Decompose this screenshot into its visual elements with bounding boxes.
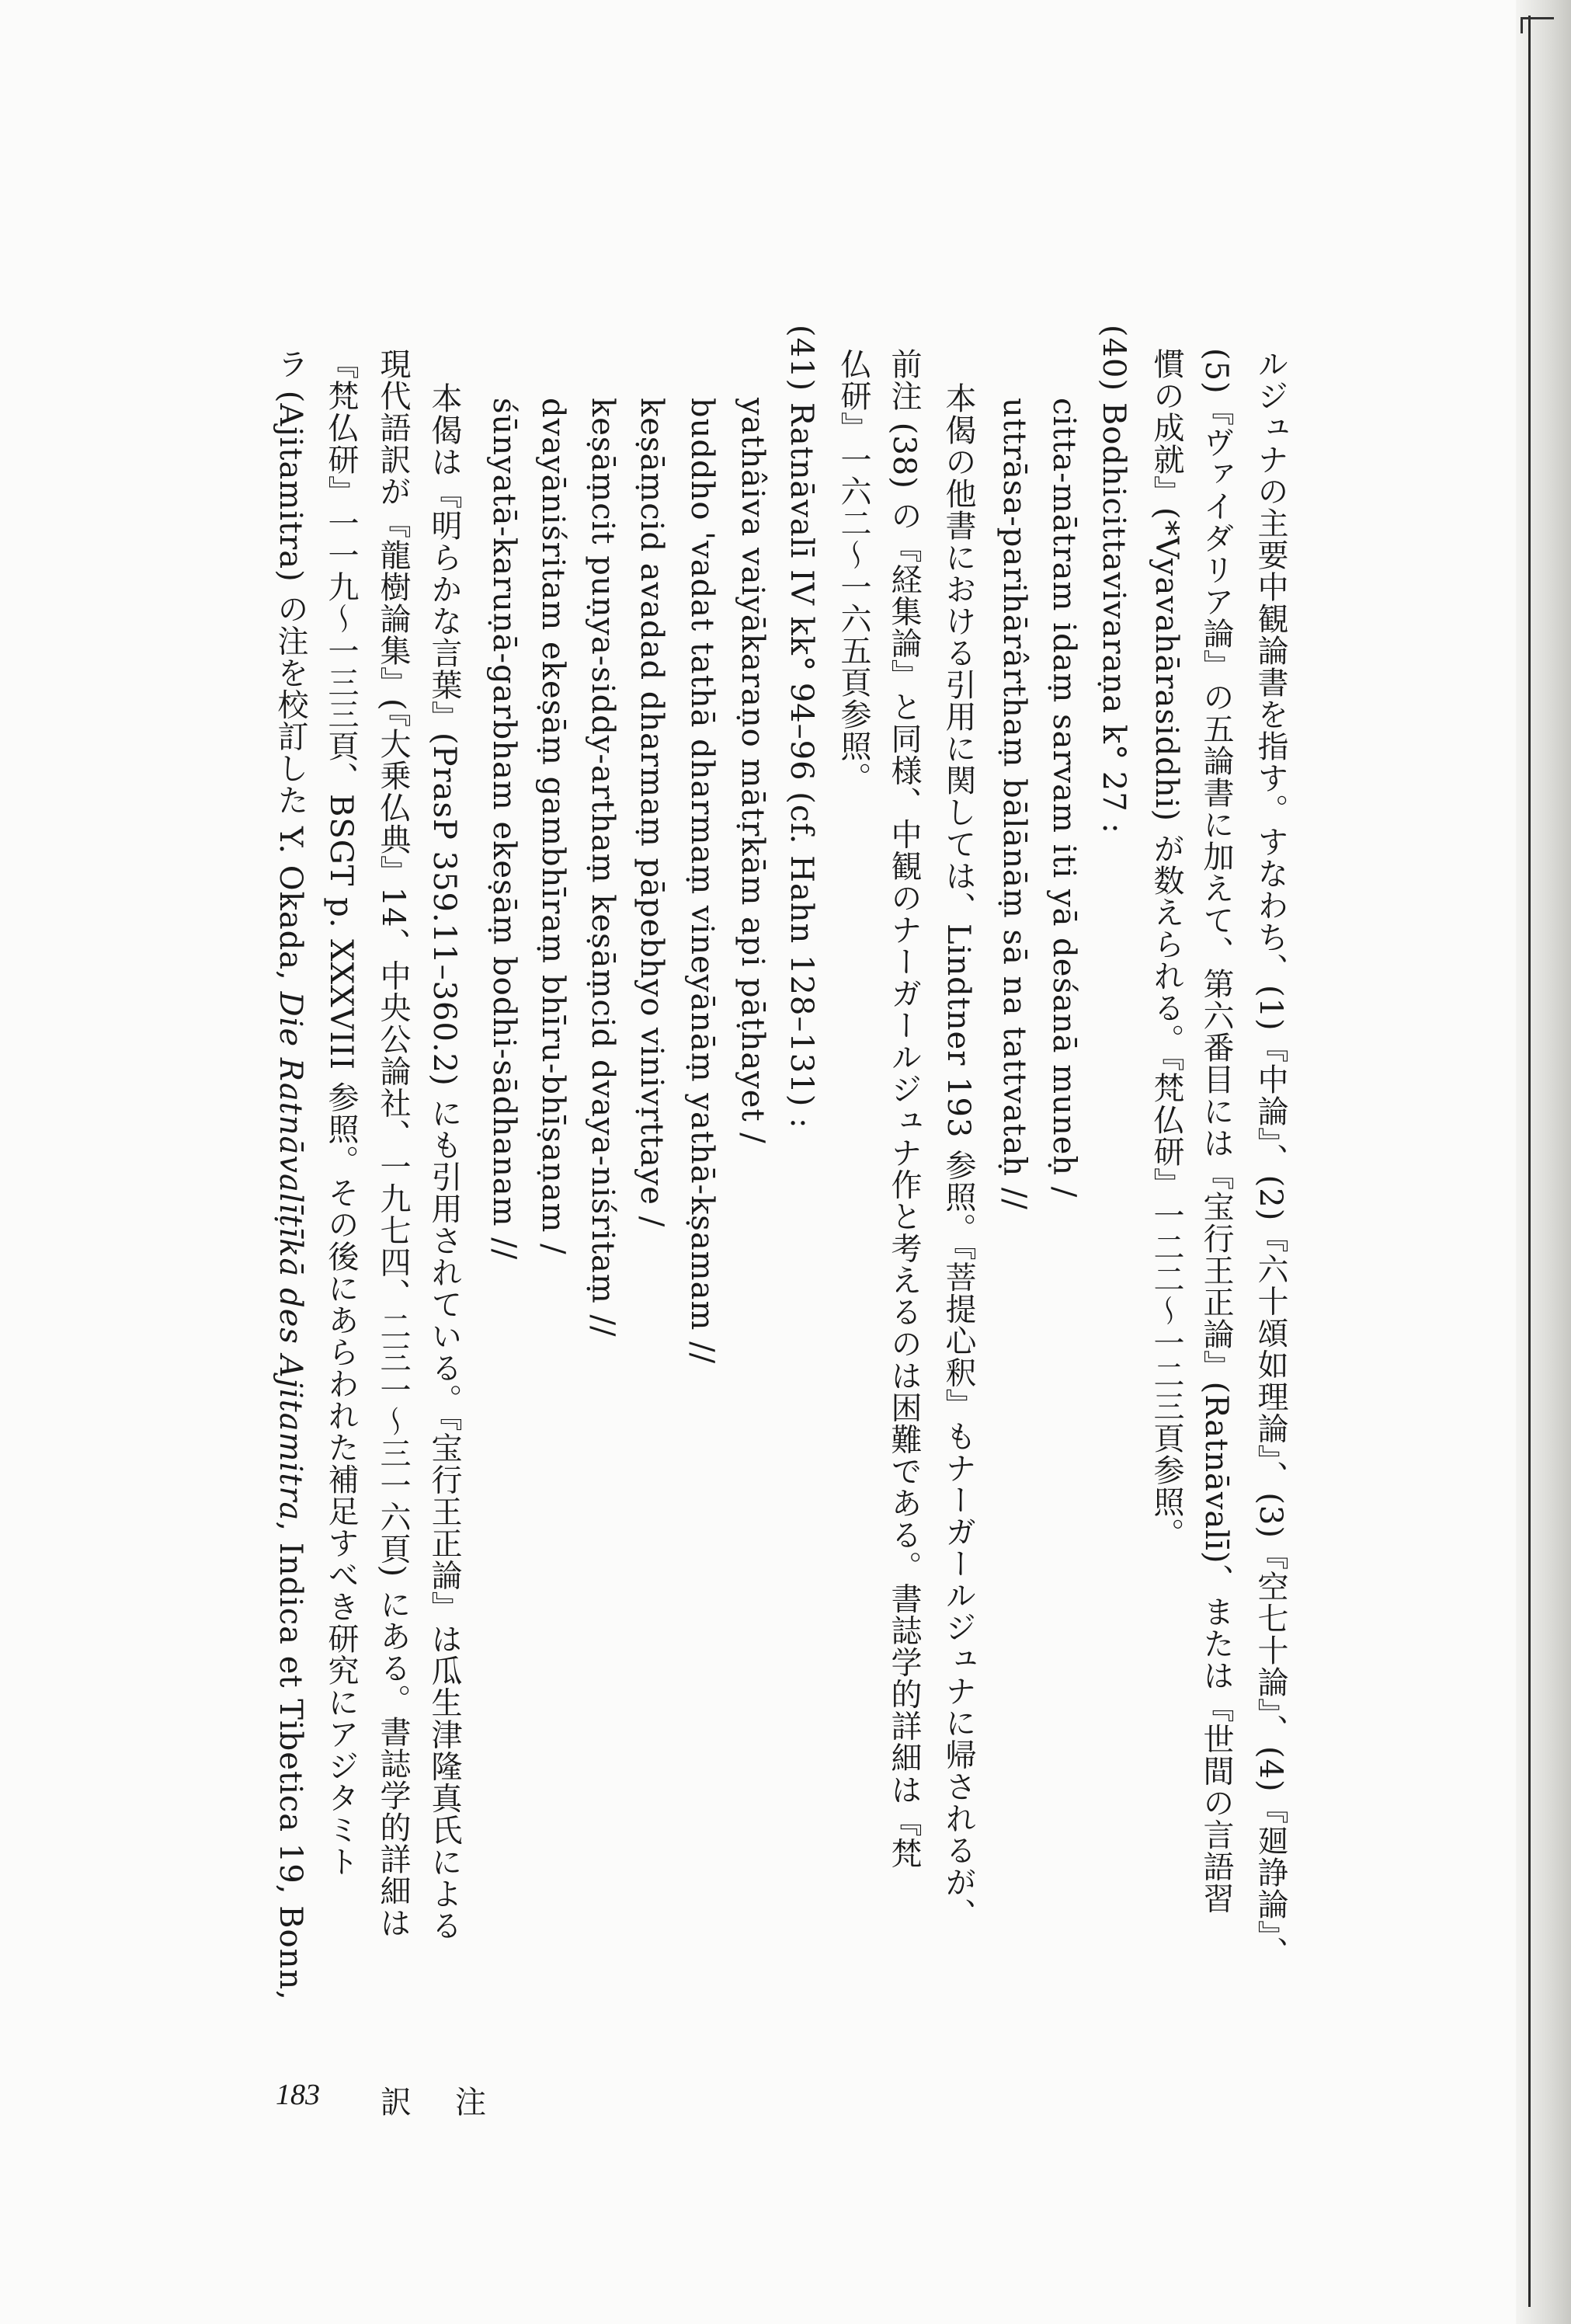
- note-entry-41: [783, 325, 820, 1129]
- note-heading: Bodhicittavivaraṇa k° 27 :: [1096, 402, 1131, 834]
- text-line-citation: [272, 348, 309, 2001]
- text-line: 現代語訳が『龍樹論集』(『大乗仏典』14、中央公論社、一九七四、二三一～三一六頁) にある。書誌学的詳細は: [375, 348, 411, 1939]
- verse-line: buddho 'vadat tathā dharmaṃ vineyānāṃ yathā-kṣamam //: [684, 398, 720, 1365]
- text-line: 仏研』一六二～一六五頁参照。: [836, 348, 871, 794]
- note-number: (40): [1096, 325, 1131, 392]
- verse-line: śūnyatā-karuṇā-garbham ekeṣāṃ bodhi-sādhanam //: [486, 398, 522, 1261]
- book-binding-edge: [1516, 0, 1571, 2324]
- text-line: (5)『ヴァイダリア論』の五論書に加えて、第六番目には『宝行王正論』(Ratnāvalī)、または『世間の言語習: [1198, 348, 1234, 1915]
- verse-line: keṣāṃcid avadad dharmaṃ pāpebhyo vinivṛttaye /: [634, 398, 669, 1228]
- citation-text: , Indica et Tibetica 19, Bonn,: [273, 1521, 308, 2001]
- verse-line: yathâiva vaiyākaraṇo mātṛkām api pāṭhayet /: [735, 398, 770, 1144]
- section-title: 訳 注: [381, 2085, 492, 2120]
- verse-line: dvayāniśritam ekeṣāṃ gambhīraṃ bhīru-bhīṣaṇam /: [535, 398, 571, 1255]
- text-line: 前注 (38) の『経集論』と同様、中観のナーガールジュナ作と考えるのは困難である。書誌学的詳細は『梵: [886, 348, 922, 1870]
- citation-text: ラ (Ajitamitra) の注を校訂した Y. Okada,: [273, 348, 308, 992]
- book-title: Die Ratnāvalīṭīkā des Ajitamitra: [273, 991, 308, 1522]
- verse-line: uttrāsa-parihārârthaṃ bālānāṃ sā na tattvataḥ //: [996, 398, 1032, 1210]
- text-line: ルジュナの主要中観論書を指す。すなわち、(1)『中論』、(2)『六十頌如理論』、(3)『空七十論』、(4)『廻諍論』、: [1253, 348, 1288, 1968]
- text-line: 慣の成就』(*Vyavahārasiddhi) が数えられる。『梵仏研』一二二～一二三頁参照。: [1149, 348, 1184, 1550]
- text-line: 本偈の他書における引用に関しては、Lindtner 193 参照。『菩提心釈』もナーガールジュナに帰されるが、: [940, 382, 976, 1930]
- note-heading: Ratnāvalī IV kk° 94–96 (cf. Hahn 128–131) :: [784, 402, 819, 1129]
- note-entry-40: [1095, 325, 1132, 834]
- text-line: 本偈は『明らかな言葉』(PrasP 359.11–360.2) にも引用されている。『宝行王正論』は瓜生津隆真氏による: [426, 382, 462, 1942]
- verse-line: keṣāṃcit puṇya-siddy-arthaṃ keṣāṃcid dvaya-niśritaṃ //: [585, 398, 620, 1338]
- note-number: (41): [784, 325, 819, 392]
- page-number: 183: [276, 2079, 320, 2111]
- text-line: 『梵仏研』一一九～一三三頁、BSGT p. XXXVIII 参照。その後にあらわれた補足すべき研究にアジタミト: [323, 348, 359, 1877]
- binding-corner: [1521, 17, 1554, 33]
- binding-rule: [1528, 16, 1531, 2307]
- verse-line: citta-mātram idaṃ sarvam iti yā deśanā muneḥ /: [1046, 398, 1082, 1199]
